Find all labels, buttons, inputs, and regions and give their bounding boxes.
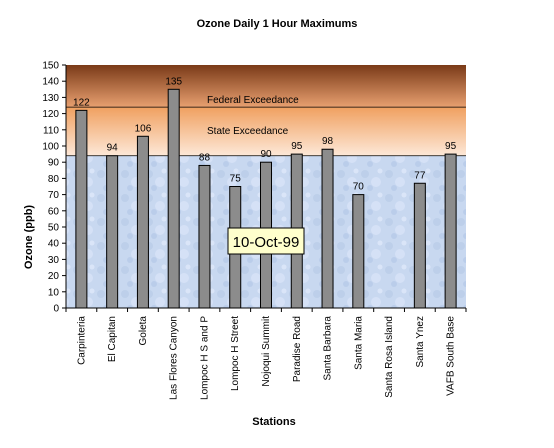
bar-8 [322,149,333,308]
x-tick-label-7: Paradise Road [291,316,303,383]
y-axis-title: Ozone (ppb) [23,204,35,270]
bar-0 [76,110,87,308]
x-tick-label-6: Nojoqui Summit [261,316,272,387]
bar-11 [414,183,425,308]
y-tick-label-90: 90 [47,157,59,169]
x-tick-label-2: Goleta [137,316,149,346]
data-label-1: 94 [106,142,118,154]
y-tick-label-130: 130 [42,92,59,104]
chart-title: Ozone Daily 1 Hour Maximums [196,18,358,30]
state-exceedance-label: State Exceedance [207,125,289,137]
bar-3 [168,89,179,308]
x-tick-label-11: Santa Ynez [414,316,426,368]
y-tick-label-80: 80 [47,173,59,185]
bar-9 [353,195,364,308]
y-tick-label-60: 60 [47,206,59,218]
x-tick-label-10: Santa Rosa Island [384,316,396,398]
x-axis [66,308,466,400]
data-label-3: 135 [165,76,183,88]
y-tick-label-110: 110 [43,125,59,137]
x-tick-label-9: Santa Maria [353,316,365,370]
date-annotation [228,228,304,254]
x-tick-label-1: El Capitan [107,316,119,363]
date-annotation-text: 10-Oct-99 [232,234,300,251]
x-axis-title: Stations [252,416,296,428]
data-label-9: 70 [352,181,364,193]
data-label-0: 122 [73,97,90,109]
federal-exceedance-label: Federal Exceedance [207,95,299,107]
y-tick-label-100: 100 [42,141,59,153]
y-tick-label-0: 0 [53,303,59,315]
bar-4 [199,165,210,308]
x-tick-label-0: Carpinteria [76,316,88,365]
y-tick-label-10: 10 [47,287,59,299]
y-tick-label-120: 120 [42,109,59,121]
bar-1 [107,156,118,308]
data-label-12: 95 [445,141,457,153]
data-label-5: 75 [229,173,241,185]
bar-12 [445,154,456,308]
y-tick-label-140: 140 [42,76,59,88]
data-label-11: 77 [414,170,426,182]
data-label-4: 88 [198,152,211,164]
data-label-2: 106 [134,123,152,135]
x-tick-label-4: Lompoc H S and P [199,316,211,400]
data-label-8: 98 [321,136,334,148]
x-tick-label-8: Santa Barbara [322,316,334,381]
data-label-6: 90 [260,149,272,161]
bar-2 [137,136,148,308]
y-axis [42,61,66,315]
x-tick-label-12: VAFB South Base [445,315,457,396]
y-tick-label-40: 40 [47,238,59,250]
y-tick-label-30: 30 [47,254,59,266]
data-label-7: 95 [291,141,303,153]
y-tick-label-20: 20 [47,271,59,283]
y-tick-label-70: 70 [47,190,59,202]
y-tick-label-50: 50 [47,222,59,234]
x-tick-label-3: Las Flores Canyon [168,316,180,400]
x-tick-label-5: Lompoc H Street [230,316,242,392]
y-tick-label-150: 150 [42,60,59,72]
